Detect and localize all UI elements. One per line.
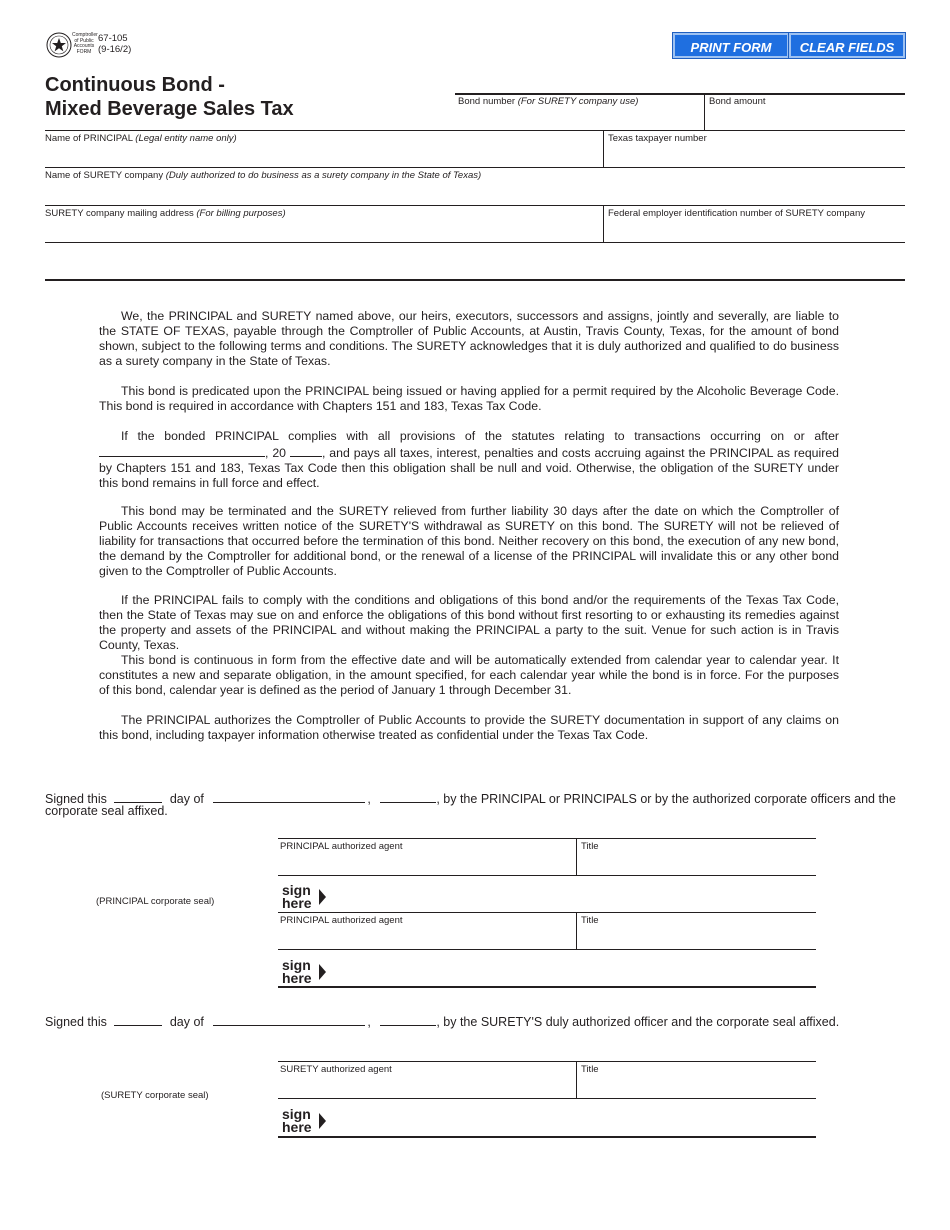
form-number: 67-105 bbox=[98, 33, 128, 44]
surety-signed-line: Signed this day of , , by the SURETY'S duly authorized officer and the corporate seal affixed. bbox=[45, 1015, 840, 1029]
surety-agent-title-input[interactable] bbox=[581, 1078, 817, 1096]
principal-row-top-rule bbox=[45, 130, 905, 131]
effective-date-blank[interactable] bbox=[99, 444, 265, 457]
surety-address-line2-input[interactable] bbox=[45, 258, 907, 276]
surety-name-label: Name of SURETY company (Duly authorized to do business as a surety company in the State of Texas) bbox=[45, 170, 482, 181]
taxpayer-number-input[interactable] bbox=[608, 147, 907, 165]
surety-day-blank[interactable] bbox=[114, 1013, 162, 1026]
principal-name-label: Name of PRINCIPAL (Legal entity name only) bbox=[45, 133, 237, 144]
principal-agent2-bottom-rule bbox=[278, 949, 816, 950]
paragraph-continuous: This bond is continuous in form from the effective date and will be automatically extended from calendar year to calendar year. It constitutes a new and separate obligation, in the amount specified, for each calendar year while the bond is in force. For the purposes of this bond, calendar year is defined as the period of January 1 through December 31. bbox=[99, 653, 839, 697]
surety-agent-label: SURETY authorized agent bbox=[280, 1064, 392, 1075]
comptroller-seal-icon bbox=[46, 32, 72, 58]
title-line-2: Mixed Beverage Sales Tax bbox=[45, 98, 294, 120]
sign-here-icon-1: sign here bbox=[282, 884, 312, 910]
surety-agent-title-label: Title bbox=[581, 1064, 599, 1075]
principal-signature-rule bbox=[278, 986, 816, 988]
surety-fein-label: Federal employer identification number of SURETY company bbox=[608, 208, 865, 219]
paragraph-termination: This bond may be terminated and the SURETY relieved from further liability 30 days after the date on which the Comptroller of Public Accounts receives written notice of the SURETY'S withdrawal as SURETY on this bond. The SURETY will not be relieved of liability for transactions that occurred before the termination of this bond. Neither recovery on this bond, the execution of any new bond, the demand by the Comptroller for additional bond, or the renewal of a license of the PRINCIPAL will invalidate this or any other bond given to the Comptroller of Public Accounts. bbox=[99, 504, 839, 578]
surety-name-input[interactable] bbox=[45, 184, 907, 202]
surety-address-bottom-rule bbox=[45, 242, 905, 243]
print-form-button[interactable]: PRINT FORM bbox=[673, 33, 789, 58]
bond-number-label: Bond number (For SURETY company use) bbox=[458, 96, 639, 107]
taxpayer-number-label: Texas taxpayer number bbox=[608, 133, 707, 144]
paragraph-liability: We, the PRINCIPAL and SURETY named above, our heirs, executors, successors and assigns, jointly and severally, are liable to the STATE OF TEXAS, payable through the Comptroller of Public Accounts, at Austin, Travis County, Texas, for the amount of bond shown, subject to the following terms and conditions. The SURETY acknowledges that it is duly authorized and qualified to do business as a surety company in the State of Texas. bbox=[99, 309, 839, 368]
form-title bbox=[45, 73, 294, 121]
principal-month-blank[interactable] bbox=[213, 790, 365, 803]
surety-fein-input[interactable] bbox=[608, 222, 907, 240]
effective-year-blank[interactable] bbox=[290, 444, 322, 457]
paragraph-compliance: If the bonded PRINCIPAL complies with all provisions of the statutes relating to transactions occurring on or after , 20 , and pays all taxes, interest, penalties and costs accruing against the PRINCIPAL as required by Chapters 151 and 183, Texas Tax Code then this obligation shall be null and void. Otherwise, the obligation of the SURETY under this bond remains in full force and effect. bbox=[99, 429, 840, 490]
header-section-bottom-rule bbox=[45, 279, 905, 281]
principal-year-blank[interactable] bbox=[380, 790, 436, 803]
surety-agent-bottom-rule bbox=[278, 1098, 816, 1099]
principal-agent1-input[interactable] bbox=[280, 855, 576, 873]
principal-divider bbox=[603, 130, 604, 167]
principal-seal-label: (PRINCIPAL corporate seal) bbox=[96, 896, 215, 907]
surety-address-divider bbox=[603, 205, 604, 242]
bond-divider bbox=[704, 93, 705, 130]
surety-agent-input[interactable] bbox=[280, 1078, 576, 1096]
principal-agent2-divider bbox=[576, 912, 577, 949]
bond-amount-input[interactable] bbox=[709, 110, 907, 128]
principal-agent2-title-label: Title bbox=[581, 915, 599, 926]
seal-caption: Comptroller of Public Accounts FORM bbox=[72, 32, 98, 55]
principal-agent1-title-label: Title bbox=[581, 841, 599, 852]
surety-address-top-rule bbox=[45, 205, 905, 206]
principal-name-input[interactable] bbox=[45, 147, 603, 165]
title-line-1: Continuous Bond - bbox=[45, 74, 225, 96]
principal-signed-line: Signed this day of , , by the PRINCIPAL or PRINCIPALS or by the authorized corporate officers and the bbox=[45, 792, 896, 806]
bond-row-top-rule bbox=[455, 93, 905, 95]
principal-agent2-top-rule bbox=[278, 912, 816, 913]
surety-agent-top-rule bbox=[278, 1061, 816, 1062]
surety-seal-label: (SURETY corporate seal) bbox=[101, 1090, 209, 1101]
form-revision: (9-16/2) bbox=[98, 44, 132, 55]
surety-name-top-rule bbox=[45, 167, 905, 168]
principal-agent2-title-input[interactable] bbox=[581, 929, 817, 947]
surety-month-blank[interactable] bbox=[213, 1013, 365, 1026]
principal-agent1-title-input[interactable] bbox=[581, 855, 817, 873]
bond-number-input[interactable] bbox=[458, 110, 704, 128]
principal-signed-line-2: corporate seal affixed. bbox=[45, 804, 168, 818]
principal-agent2-input[interactable] bbox=[280, 929, 576, 947]
principal-agent1-bottom-rule bbox=[278, 875, 816, 876]
principal-agent1-divider bbox=[576, 838, 577, 875]
paragraph-enforcement: If the PRINCIPAL fails to comply with the conditions and obligations of this bond and/or the requirements of the Texas Tax Code, then the State of Texas may sue on and enforce the obligations of this bond without first resorting to or exhausting its remedies against the property and assets of the PRINCIPAL and without making the PRINCIPAL a party to the suit. Venue for such action is in Travis County, Texas. bbox=[99, 593, 839, 652]
surety-address-label: SURETY company mailing address (For billing purposes) bbox=[45, 208, 286, 219]
sign-here-icon-3: sign here bbox=[282, 1108, 312, 1134]
surety-agent-divider bbox=[576, 1061, 577, 1098]
principal-day-blank[interactable] bbox=[114, 790, 162, 803]
principal-agent1-label: PRINCIPAL authorized agent bbox=[280, 841, 403, 852]
principal-agent2-label: PRINCIPAL authorized agent bbox=[280, 915, 403, 926]
paragraph-authorization: The PRINCIPAL authorizes the Comptroller of Public Accounts to provide the SURETY documentation in support of any claims on this bond, including taxpayer information otherwise treated as confidential under the Texas Tax Code. bbox=[99, 713, 839, 742]
principal-agent1-top-rule bbox=[278, 838, 816, 839]
surety-year-blank[interactable] bbox=[380, 1013, 436, 1026]
surety-signature-rule bbox=[278, 1136, 816, 1138]
surety-address-input[interactable] bbox=[45, 222, 603, 240]
paragraph-permit: This bond is predicated upon the PRINCIPAL being issued or having applied for a permit required by the Alcoholic Beverage Code. This bond is required in accordance with Chapters 151 and 183, Texas Tax Code. bbox=[99, 384, 839, 413]
clear-fields-button[interactable]: CLEAR FIELDS bbox=[789, 33, 905, 58]
sign-here-icon-2: sign here bbox=[282, 959, 312, 985]
bond-amount-label: Bond amount bbox=[709, 96, 766, 107]
